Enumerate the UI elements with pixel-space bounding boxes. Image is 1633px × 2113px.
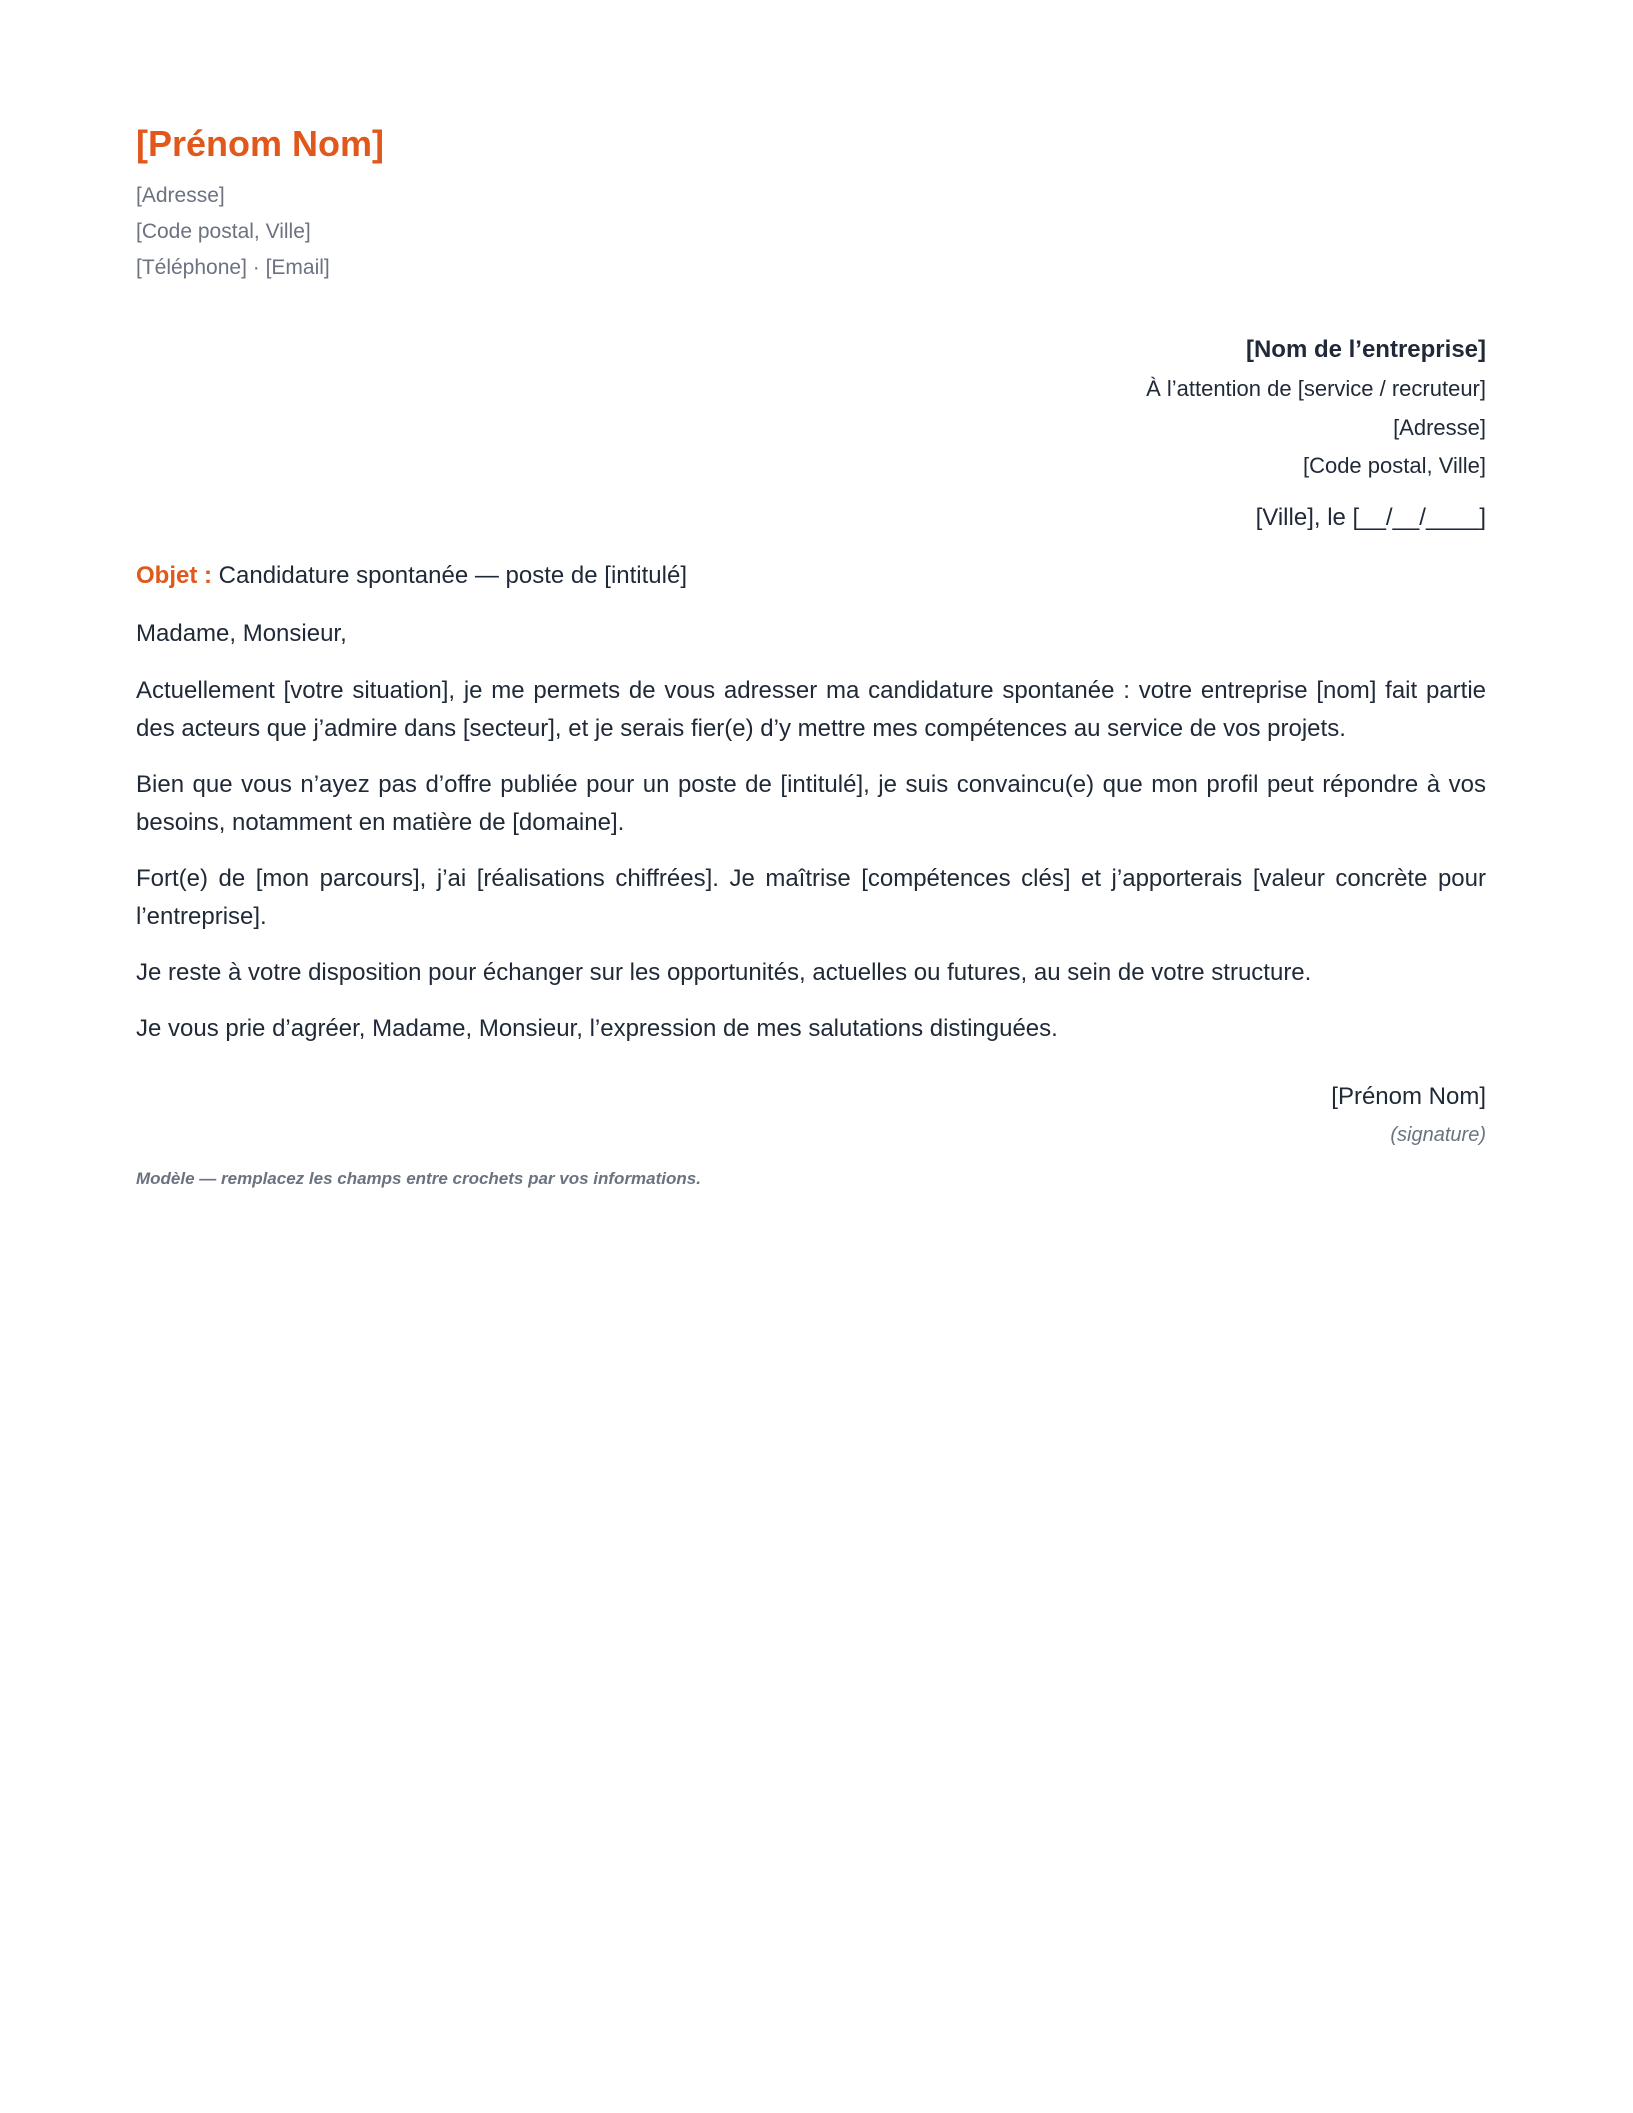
sender-postal-city: [Code postal, Ville] <box>136 220 311 243</box>
letter-page <box>136 120 1486 1194</box>
recipient-postal-city: [Code postal, Ville] <box>1302 453 1486 478</box>
signature-name: [Prénom Nom] <box>1331 1082 1486 1110</box>
salutation: Madame, Monsieur, <box>136 619 347 647</box>
recipient-block <box>136 330 1486 538</box>
signature-block <box>136 1078 1486 1154</box>
sender-block <box>136 120 1486 286</box>
signature-note: (signature) <box>1390 1123 1486 1146</box>
recipient-company: [Nom de l’entreprise] <box>1245 336 1486 363</box>
date-line: [Ville], le [__/__/____] <box>1255 503 1486 531</box>
recipient-address: [Adresse] <box>1393 414 1486 440</box>
sender-address: [Adresse] <box>136 184 225 207</box>
paragraph: Bien que vous n’ayez pas d’offre publiée pour un poste de [intitulé], je suis convaincu(e) que mon profil peut répondre à vos besoins, notamment en matière de [domaine]. <box>136 770 1486 836</box>
object-label: Objet : <box>136 561 212 589</box>
paragraph: Je reste à votre disposition pour échanger sur les opportunités, actuelles ou futures, au sein de votre structure. <box>136 958 1312 986</box>
recipient-attention: À l’attention de [service / recruteur] <box>1146 376 1486 401</box>
paragraph: Fort(e) de [mon parcours], j’ai [réalisations chiffrées]. Je maîtrise [compétences clés] et j’apporterais [valeur concrète pour l’entreprise]. <box>136 864 1486 930</box>
object-line <box>136 556 1486 596</box>
template-footnote: Modèle — remplacez les champs entre crochets par vos informations. <box>136 1168 701 1188</box>
closing-paragraph: Je vous prie d’agréer, Madame, Monsieur, l’expression de mes salutations distinguées. <box>136 1014 1058 1042</box>
object-text: Candidature spontanée — poste de [intitulé] <box>212 561 687 589</box>
sender-name: [Prénom Nom] <box>136 123 385 164</box>
paragraph: Actuellement [votre situation], je me permets de vous adresser ma candidature spontanée : votre entreprise [nom] fait partie des acteurs que j’admire dans [secteur], et je serais fier(e) d’y mettre mes compétences au service de vos projets. <box>136 676 1486 742</box>
sender-contact: [Téléphone] · [Email] <box>136 256 330 279</box>
